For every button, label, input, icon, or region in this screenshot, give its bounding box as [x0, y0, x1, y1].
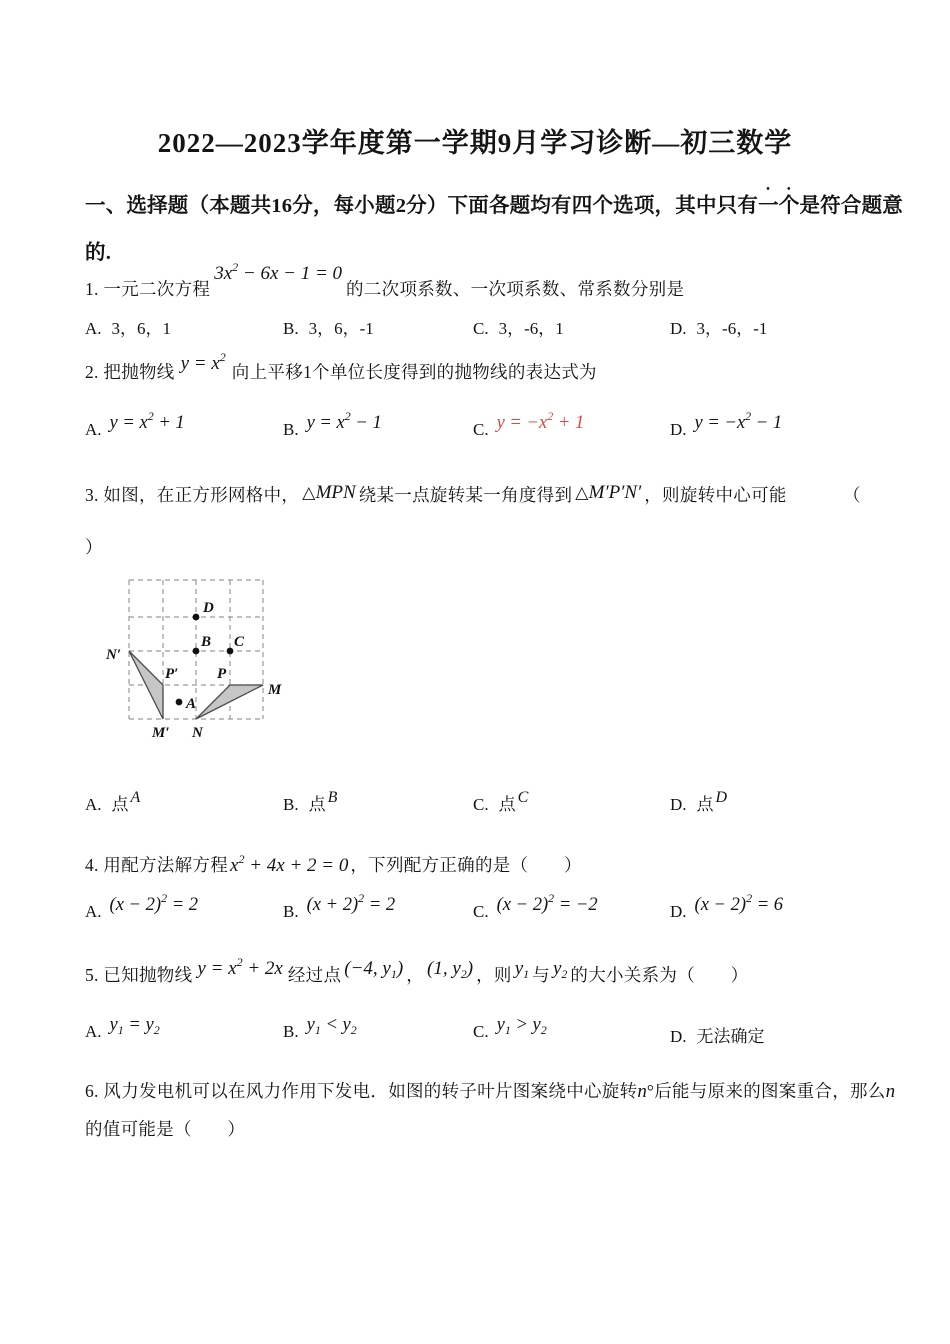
- q3-stem-2: 绕某一点旋转某一角度得到: [358, 485, 573, 505]
- section-heading-part2: 是符合题意: [799, 195, 903, 217]
- q3-stem-3: ，则旋转中心可能: [644, 485, 787, 505]
- q4-option-c: C. $(x - 2)^2 = -2$: [473, 891, 598, 921]
- q1-options: [85, 314, 885, 346]
- section-heading-cont: 的.: [85, 242, 112, 264]
- q5-option-a: A. $y_1 = y_2$: [85, 1015, 160, 1041]
- q5-stem: 5. 已知抛物线 $y = x^2 + 2x$ 经过点 (−4, $y_1$) ， (1, $y_2$) ，则 $y_1$ 与 $y_2$ 的大小关系为（ ）: [85, 955, 749, 985]
- q5-equation: $y = x^2 + 2x$: [197, 955, 283, 979]
- q3-figure: [103, 572, 303, 747]
- q4-options: [85, 891, 885, 934]
- q3-option-a: A. 点 A: [85, 789, 141, 814]
- q1-option-c: C. 3，-6，1: [473, 319, 564, 338]
- q5-stem-2: 经过点: [287, 965, 342, 985]
- q3-open-paren: （: [843, 485, 861, 505]
- q2-option-b: B. $y = x^2 - 1$: [283, 409, 382, 439]
- q2-options: [85, 409, 885, 452]
- point-label-p-prime: P′: [165, 666, 179, 682]
- q4-option-d: D. $(x - 2)^2 = 6$: [670, 891, 784, 921]
- q5-options: [85, 1015, 885, 1054]
- point-label-m: M: [268, 682, 282, 698]
- q3-close-paren: ）: [85, 537, 103, 557]
- q4-stem-pre: 4. 用配方法解方程: [85, 855, 228, 875]
- q5-stem-4: 与: [532, 965, 550, 985]
- q5-stem-1: 5. 已知抛物线: [85, 965, 193, 985]
- q5-option-b: B. $y_1 < y_2$: [283, 1015, 357, 1041]
- q3-option-d: D. 点 D: [670, 789, 728, 814]
- q3-stem: [85, 482, 885, 507]
- q4-option-a: A. $(x - 2)^2 = 2$: [85, 891, 199, 921]
- q5-point-1: (−4, $y_1$): [344, 958, 404, 981]
- q6-var-n1: n: [637, 1081, 647, 1102]
- q3-stem-1: 3. 如图，在正方形网格中，: [85, 485, 300, 505]
- q2-stem-pre: 2. 把抛物线: [85, 362, 175, 382]
- q2-stem: [85, 350, 597, 384]
- q4-option-b: B. $(x + 2)^2 = 2$: [283, 891, 396, 921]
- page-title: 2022—2023学年度第一学期9月学习诊断—初三数学: [157, 128, 793, 158]
- q5-option-d: D. 无法确定: [670, 1027, 765, 1046]
- q1-stem: [85, 260, 685, 301]
- q2-option-c-highlighted: $y = -x^2 + 1$: [496, 409, 585, 433]
- q1-option-b: B. 3，6，-1: [283, 319, 374, 338]
- section-heading-emphasis: 一个: [758, 195, 800, 217]
- point-label-b: B: [201, 634, 212, 650]
- q6-var-n2: n: [885, 1081, 896, 1102]
- q1-stem-post: 的二次项系数、一次项系数、常系数分别是: [346, 279, 685, 299]
- q5-option-c: C. $y_1 > y_2$: [473, 1015, 547, 1041]
- q6-stem-line2: 的值可能是（ ）: [85, 1119, 246, 1139]
- point-label-d: D: [203, 600, 214, 616]
- q3-triangle-mpn-prime-text: △M′P′N′: [575, 482, 642, 503]
- q4-stem-post: ，下列配方正确的是（ ）: [350, 855, 582, 875]
- q1-stem-pre: 1. 一元二次方程: [85, 279, 211, 299]
- q5-y2: $y_2$: [552, 958, 568, 981]
- point-label-c: C: [234, 634, 245, 650]
- q5-point-2: (1, $y_2$): [427, 958, 474, 981]
- point-label-m-prime: M′: [152, 725, 170, 741]
- point-label-a: A: [186, 696, 197, 712]
- triangle-mpn-prime: [129, 651, 163, 719]
- section-heading: [85, 184, 903, 218]
- q3-triangle-mpn-text: △MPN: [302, 482, 356, 503]
- q1-equation: $3x^2 - 6x - 1 = 0$: [214, 260, 343, 284]
- point-dot-d: [193, 614, 200, 621]
- section-heading-part1: 一、选择题（本题共16分，每小题2分）下面各题均有四个选项，其中只有: [85, 195, 759, 217]
- q1-option-a: A. 3，6，1: [85, 319, 172, 338]
- q3-options: [85, 790, 885, 822]
- q4-stem: [85, 852, 582, 877]
- q2-option-c: C. $y = -x^2 + 1$: [473, 409, 585, 439]
- q6-stem-line1: 6. 风力发电机可以在风力作用下发电．如图的转子叶片图案绕中心旋转n°后能与原来的图案重合，那么n: [85, 1081, 896, 1102]
- point-dot-b: [193, 648, 200, 655]
- q5-stem-3: ，则: [476, 965, 512, 985]
- triangle-mpn: [196, 685, 263, 719]
- point-dot-a: [176, 699, 183, 706]
- q2-option-a: A. $y = x^2 + 1$: [85, 409, 185, 439]
- point-label-n-prime: N′: [106, 647, 122, 663]
- q1-option-d: D. 3，-6，-1: [670, 319, 768, 338]
- q5-stem-5: 的大小关系为（ ）: [570, 965, 749, 985]
- point-label-p: P: [217, 666, 227, 682]
- point-label-n: N: [192, 725, 203, 741]
- q2-option-d: D. $y = -x^2 - 1$: [670, 409, 783, 439]
- q2-stem-post: 向上平移1个单位长度得到的抛物线的表达式为: [231, 362, 597, 382]
- q3-option-c: C. 点 C: [473, 789, 529, 814]
- q3-option-b: B. 点 B: [283, 789, 338, 814]
- point-dot-c: [227, 648, 234, 655]
- q5-y1: $y_1$: [514, 958, 530, 981]
- q4-equation: $x^2 + 4x + 2 = 0$: [230, 852, 349, 876]
- q2-equation: $y = x^2$: [180, 350, 226, 374]
